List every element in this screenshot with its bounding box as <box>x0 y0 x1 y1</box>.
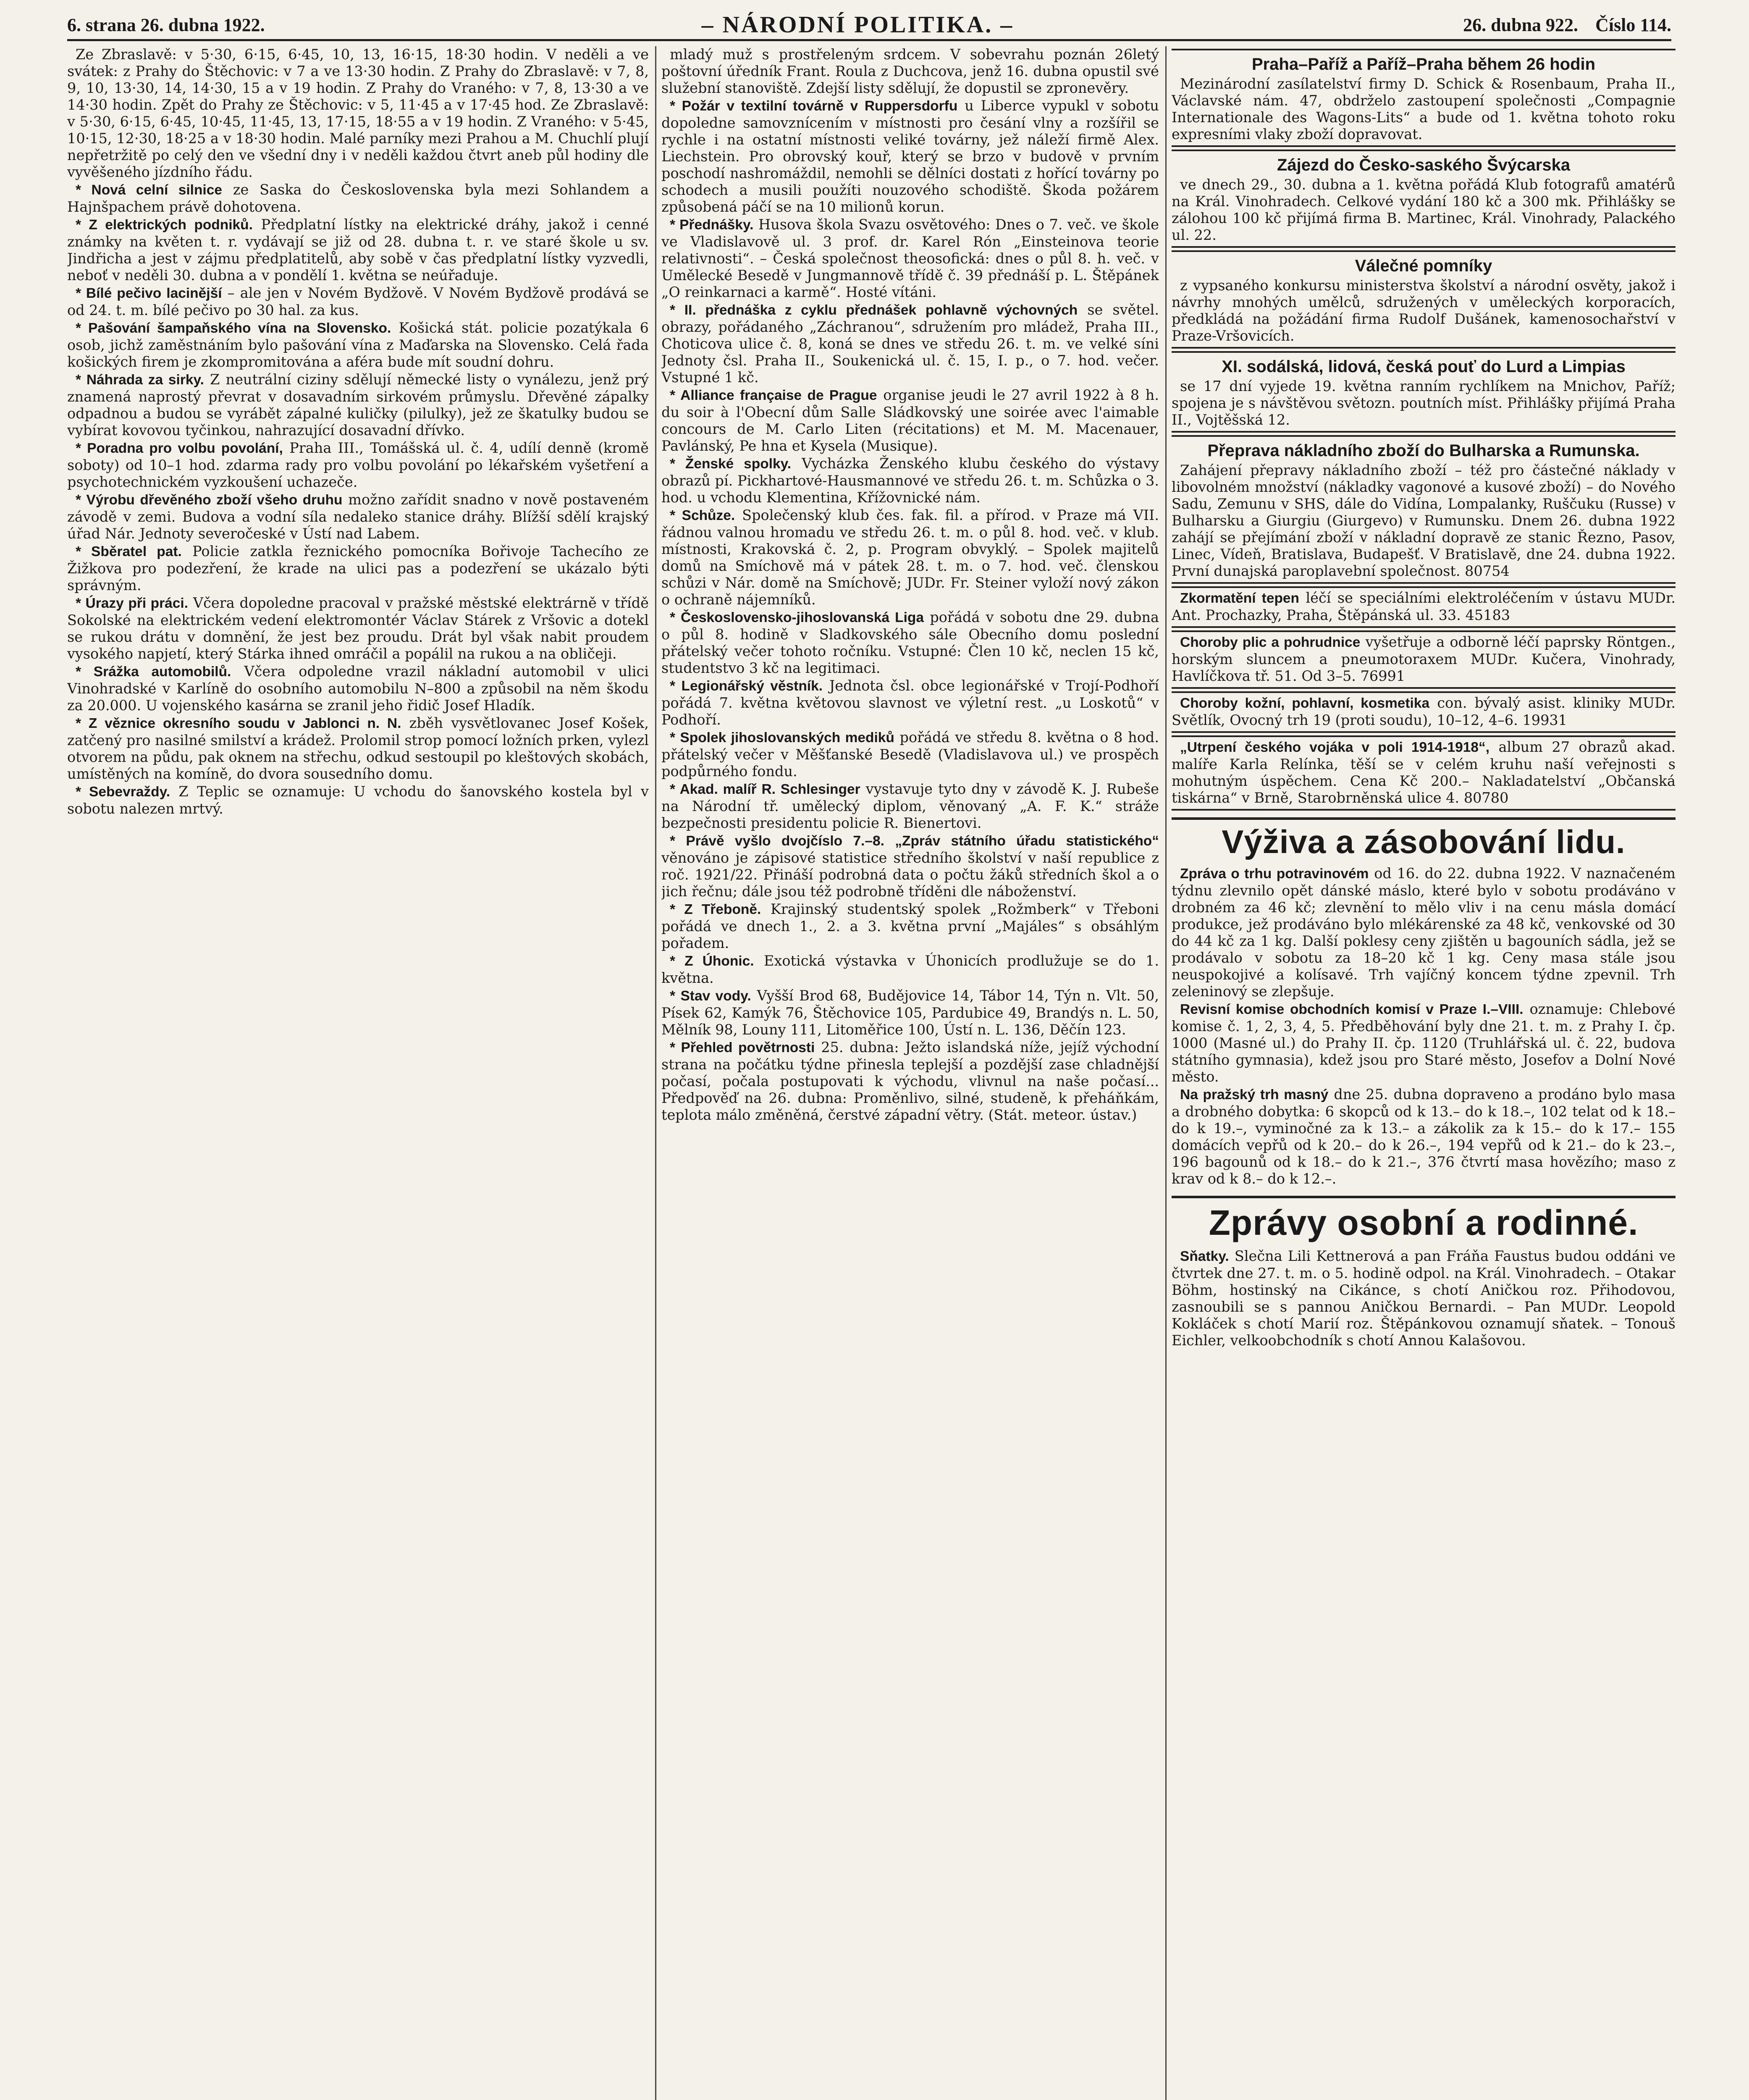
article-heading: * Úrazy při práci. <box>76 596 189 611</box>
article-heading: * Ženské spolky. <box>670 456 792 472</box>
article-heading: * Akad. malíř R. Schlesinger <box>670 782 860 797</box>
article-text: Jednota čsl. obce legionářské v Trojí-Podhoří pořádá 7. května květovou slavnost ve výletní rest. „u Loskotů“ v Podhoří. <box>661 677 1159 728</box>
article-text: dne 25. dubna dopraveno a prodáno bylo masa a drobného dobytka: 6 skopců od k 13.– do k 18.–, 102 telat od k 18.– do k 19.–, vyminočné za k 13.– a zákolik za k 15.– do k 17.– 155 domácích vepřů od k 20.– do k 26.–, 194 vepřů od k 21.– do k 23.–, 196 bagounů od k 18.– do k 21.–, 376 čtvrtí masa hovězího; maso z krav od k 8.– do k 12.–. <box>1172 1086 1676 1187</box>
article <box>661 677 1159 728</box>
ad-text <box>1172 634 1676 685</box>
column-1 <box>67 46 649 2100</box>
article <box>661 97 1159 215</box>
advertisement <box>1172 630 1676 689</box>
article-heading: * Nová celní silnice <box>76 182 223 198</box>
article-heading: * Přednášky. <box>670 217 754 233</box>
article-text: u Liberce vypukl v sobotu dopoledne samovznícením v místnosti pro česání vlny a rozšířil se rychle i na ostatní místnosti veliké továrny, jež náleží firmě Alex. Liechstein. Pro obrovský kouř, který se brzo v budově v prvním poschodí nashromáždil, nemohli se dělníci dostati z hořící továrny po schodech a musili použíti nouzového schodiště. Škoda požárem způsobená páčí se na 10 milionů korun. <box>661 97 1159 215</box>
article-text: Společenský klub čes. fak. fil. a přírod. v Praze má VII. řádnou valnou hromadu ve středu 26. t. m. o půl 8. hod. več. v klub. místnosti, Krakovská č. 2, p. Program obvyklý. – Spolek majitelů domů na Smíchově má v pátek 28. t. m. o 7. hod. več. členskou schůzi v Nár. domě na Smíchově; JUDr. Fr. Steiner vyloží nový zákon o ochraně nájemníků. <box>661 507 1159 608</box>
article-text: organise jeudi le 27 avril 1922 à 8 h. du soir à l'Obecní dům Salle Sládkovský une soirée avec l'aimable concours de M. Carlo Liten (récitations) et M. M. Macenauer, Pavlánský, Pe hna et Kysela (Musique). <box>661 387 1159 454</box>
article-heading: Zpráva o trhu potravinovém <box>1180 866 1369 882</box>
ad-text: Zahájení přepravy nákladního zboží – též pro částečné náklady v libovolném množství (nákladky vagonové a kusové zboží) – do Nového Sadu, Zemunu v SHS, dále do Vidína, Lompalanky, Ruščuku (Russe) v Bulharsku a Giurgiu (Giurgevo) v Rumunsku. Dnem 26. dubna 1922 zahájí se přejímání zboží v nákladní dopravě ze stanic Řezno, Pasov, Linec, Vídeň, Bratislava, Budapešť. V Bratislavě, dne 24. dubna 1922. První dunajská paroplavební společnost. 80754 <box>1172 462 1676 579</box>
ad-body: léčí se speciálními elektroléčením v ústavu MUDr. Ant. Prochazky, Praha, Štěpánská ul. 33. 45183 <box>1172 590 1676 623</box>
article-heading: * Výrobu dřevěného zboží všeho druhu <box>76 492 343 508</box>
article <box>1172 1001 1676 1085</box>
advertisement <box>1172 735 1676 811</box>
article-heading: * Přehled povětrnosti <box>670 1040 815 1055</box>
article <box>661 729 1159 780</box>
article <box>67 543 649 594</box>
article-text: 25. dubna: Ježto islandská níže, jejíž východní strana na počátku týdne přinesla teplejší a pozdější zase chladnější počasí, počala postupovati k východu, vlivnul na naše počasí... Předpověď na 26. dubna: Proměnlivo, silné, studeně, k přeháňkám, teplota málo změněná, čerstvé západní větry. (Stát. meteor. ústav.) <box>661 1039 1159 1123</box>
article-heading: * Z Třeboně. <box>670 902 761 917</box>
article <box>1172 1248 1676 1349</box>
article-text: možno zařídit snadno v nově postaveném závodě v zemi. Budova a vodní síla nedaleko stanice dráhy. Blížší sdělí krajský úřad Nár. Jednoty severočeské v Ústí nad Labem. <box>67 491 649 542</box>
ad-body: con. bývalý asist. kliniky MUDr. Světlík, Ovocný trh 19 (proti soudu), 10–12, 4–6. 19931 <box>1172 695 1676 728</box>
article-heading: * Náhrada za sirky. <box>76 372 204 388</box>
header-date: 26. dubna 922. <box>1463 14 1579 35</box>
article-heading: * Právě vyšlo dvojčíslo 7.–8. „Zpráv státního úřadu statistického“ <box>670 833 1159 849</box>
article-text: Předplatní lístky na elektrické dráhy, jakož i cenné známky na květen t. r. vydávají se již od 28. dubna t. r. ve staré škole u sv. Jindřicha a jest v zájmu předplatitelů, aby sobě v čas předplatní lístky vyzvedli, neboť v neděli 30. dubna a v pondělí 1. května se neúřaduje. <box>67 216 649 284</box>
article-text: věnováno je zápisové statistice středního školství v naší republice z roč. 1921/22. Přináší podrobná data o počtu žáků středních škol a o jich řečnu; dále jsou též podrobně tříděni dle náboženství. <box>661 850 1159 900</box>
article-text: Exotická výstavka v Úhonicích prodlužuje se do 1. května. <box>661 953 1159 986</box>
article-text: Včera dopoledne pracoval v pražské městské elektrárně v třídě Sokolské na elektrickém vedení elektromontér Václav Stárek z Vršovic a dotekl se rukou drátu v domnění, že jest bez proudu. Drát byl však nabit proudem vysokého napjetí, který Stárka ihned omráčil a popálil na rukou a na obličeji. <box>67 595 649 662</box>
masthead-title: – NÁRODNÍ POLITIKA. – <box>701 12 1014 38</box>
article <box>67 371 649 439</box>
article <box>67 440 649 491</box>
article <box>661 387 1159 454</box>
article <box>661 302 1159 386</box>
article <box>661 953 1159 987</box>
article <box>661 455 1159 506</box>
article-text: Z Teplic se oznamuje: U vchodu do šanovského kostela byl v sobotu nalezen mrtvý. <box>67 783 649 817</box>
ad-heading: Choroby kožní, pohlavní, kosmetika <box>1180 696 1430 711</box>
article <box>67 320 649 370</box>
ad-heading: Zájezd do Česko-saského Švýcarska <box>1277 156 1571 174</box>
article <box>1172 865 1676 1000</box>
article-heading: * II. přednáška z cyklu přednášek pohlavně výchovných <box>670 302 1078 318</box>
advertisement <box>1172 150 1676 248</box>
article <box>661 1039 1159 1124</box>
article-text: pořádá v sobotu dne 29. dubna o půl 8. hodině v Sladkovského sále Obecního domu poslední přátelský večer tohoto ročníku. Vstupné: Člen 10 kč, neclen 15 kč, studentstvo 3 kč na legitimaci. <box>661 609 1159 676</box>
ad-heading: Válečné pomníky <box>1355 257 1492 275</box>
section-heading-personal: Zprávy osobní a rodinné. <box>1172 1196 1676 1244</box>
column-2 <box>661 46 1159 2100</box>
article <box>67 285 649 319</box>
article-heading: * Požár v textilní továrně v Ruppersdorfu <box>670 98 958 114</box>
article <box>661 987 1159 1038</box>
article <box>67 783 649 817</box>
article <box>67 715 649 782</box>
article-text: Vycházka Ženského klubu českého do výstavy obrazů pí. Pickhartové-Hausmannové ve středu 26. t. m. Schůzka o 3. hod. u vchodu Klementina, Křížovnické nám. <box>661 455 1159 506</box>
article <box>661 216 1159 301</box>
header-issue <box>1450 14 1671 36</box>
article-text: Praha III., Tomášská ul. č. 4, udílí denně (kromě soboty) od 10–1 hod. zdarma rady pro volbu povolání po lékařském vyšetření a psychotechnickém vyzkoušení uchazeče. <box>67 440 649 490</box>
ad-heading: Choroby plic a pohrudnice <box>1180 635 1361 650</box>
article-text: Husova škola Svazu osvětového: Dnes o 7. več. ve škole ve Vladislavově ul. 3 prof. dr. Karel Rón „Einsteinova teorie relativnosti“. – Česká společnost theosofická: dnes o půl 8. h. več. v Umělecké Besedě v Jungmannově třídě č. 39 přednáší p. L. Štěpánek „O reinkarnaci a karmě“. Hosté vítáni. <box>661 216 1159 300</box>
article-heading: * Sběratel pat. <box>76 544 182 559</box>
ad-text <box>1172 695 1676 729</box>
article-text: – ale jen v Novém Bydžově. V Novém Bydžově prodává se od 24. t. m. bílé pečivo po 30 hal. za kus. <box>67 285 649 318</box>
article-heading: * Legionářský věstník. <box>670 678 823 694</box>
article-paragraph: mladý muž s prostřeleným srdcem. V sobevrahu poznán 26letý poštovní úředník Frant. Roula z Duchcova, jenž 16. dubna opustil své služební stanoviště. Zdejší listy sdělují, že dopustil se zpronevěry. <box>661 46 1159 96</box>
article <box>661 832 1159 900</box>
ad-heading: Praha–Paříž a Paříž–Praha během 26 hodin <box>1251 55 1596 74</box>
ad-body: vyšetřuje a odborně léčí paprsky Röntgen., horským sluncem a pneumotoraxem MUDr. Kučera, Vinohrady, Havlíčkova tř. 51. Od 3–5. 76991 <box>1172 634 1676 684</box>
ad-heading: Přeprava nákladního zboží do Bulharska a Rumunska. <box>1207 441 1640 460</box>
advertisement <box>1172 586 1676 628</box>
ad-text: se 17 dní vyjede 19. května ranním rychlíkem na Mnichov, Paříž; spojena je s návštěvou světozn. poutních míst. Přihlášky přijímá Praha II., Vojtěšská 12. <box>1172 378 1676 428</box>
article <box>661 781 1159 832</box>
article-text: vystavuje tyto dny v závodě K. J. Rubeše na Národní tř. umělecký diplom, věnovaný „A. F. K.“ stráže bezpečnosti presidentu policie R. Bienertovi. <box>661 781 1159 831</box>
article-heading: * Sebevraždy. <box>76 784 170 800</box>
article-text: Včera odpoledne vrazil nákladní automobil v ulici Vinohradské v Karlíně do osobního automobilu N–800 a způsobil na něm škodu za 20.000. U vojenského kasárna se zranil jeho řidič Josef Hladík. <box>67 663 649 714</box>
article-text: Košická stát. policie pozatýkala 6 osob, jichž zaměstnáním bylo pašování vína z Maďarska na Slovensko. Celá řada košických firem je zkompromitována a aféra bude mít soudní dohru. <box>67 320 649 370</box>
article <box>67 216 649 284</box>
article-text: oznamuje: Chlebové komise č. 1, 2, 3, 4, 5. Předběhování byly dne 21. t. m. z Prahy I. čp. 1000 (Masné ul.) do Prahy II. čp. 1120 (Truhlářská ul. č. 22, budova státního gymnasia), kdež jsou pro Staré město, Josefov a Dolní Nové město. <box>1172 1001 1676 1085</box>
advertisement <box>1172 49 1676 147</box>
article-text: ze Saska do Československa byla mezi Sohlandem a Hajnšpachem právě dohotovena. <box>67 181 649 215</box>
article <box>1172 1086 1676 1187</box>
column-rule <box>655 46 656 2100</box>
article-heading: * Schůze. <box>670 508 735 523</box>
article <box>67 491 649 542</box>
article <box>67 595 649 662</box>
article-heading: * Z věznice okresního soudu v Jablonci n. N. <box>76 716 401 731</box>
section-heading-food: Výživa a zásobování lidu. <box>1172 817 1676 861</box>
article-heading: * Bílé pečivo lacinější <box>76 286 222 301</box>
article-text: Krajinský studentský spolek „Rožmberk“ v Třeboni pořádá ve dnech 1., 2. a 3. května první „Majáles“ s obsáhlým pořadem. <box>661 901 1159 951</box>
ad-text <box>1172 739 1676 806</box>
article-text: pořádá ve středu 8. května o 8 hod. přátelský večer v Měšťanské Besedě (Vladislavova ul.) ve prospěch podpůrného fondu. <box>661 729 1159 780</box>
ad-text: Mezinárodní zasílatelství firmy D. Schick & Rosenbaum, Praha II., Václavské nám. 47, obdrželo zastoupení společnosti „Compagnie Internationale des Wagons-Lits“ a bude od 1. května tohoto roku expresními vlaky zboží dopravovat. <box>1172 76 1676 142</box>
article-text: od 16. do 22. dubna 1922. V naznačeném týdnu zlevnilo opět dánské máslo, které bylo v sobotu prodáváno v drobném za 46 kč; zlevnění to mělo vliv i na cenu másla domácí produkce, jež prodáváno bylo mlékárenské za 48 kč, venkovské od 30 do 44 kč za 1 kg. Další poklesy ceny zjištěn u bagouních sádla, jež se prodávalo v sobotu za 18–20 kč 1 kg. Ceny masa stále jsou neuspokojivé a kolísavé. Trh vajíčný koncem týdne zpevnil. Trh zeleninový se zlepšuje. <box>1172 865 1676 1000</box>
header-page-date: 6. strana 26. dubna 1922. <box>67 14 265 35</box>
article-text: se světel. obrazy, pořádaného „Záchranou“, sdružením pro mládež, Praha III., Choticova ulice č. 8, koná se dnes ve středu 26. t. m. ve velké síni Jednoty čsl. Praha II., Soukenická ul. č. 15, I. p., o 7. hod. večer. Vstupné 1 kč. <box>661 302 1159 386</box>
article-text: Vyšší Brod 68, Budějovice 14, Tábor 14, Týn n. Vlt. 50, Písek 62, Kamýk 76, Štěchovice 105, Pardubice 49, Brandýs n. L. 50, Mělník 98, Louny 111, Litoměřice 100, Ústí n. L. 136, Děčín 123. <box>661 987 1159 1038</box>
ad-text <box>1172 590 1676 624</box>
advertisement <box>1172 351 1676 433</box>
column-rule <box>1165 46 1167 2100</box>
article-paragraph: Ze Zbraslavě: v 5·30, 6·15, 6·45, 10, 13, 16·15, 18·30 hodin. V neděli a ve svátek: z Prahy do Štěchovic: v 7 a ve 13·30 hodin. Z Prahy do Zbraslavě: v 7, 8, 9, 10, 13·30, 14, 14·30, 15 a v 19 hodin. Z Prahy do Vraného: v 7, 8, 13·30 a ve 14·30 hodin. Zpět do Prahy ze Štěchovic: v 5, 11·45 a v 17·45 hod. Ze Zbraslavě: v 5·30, 6·15, 6·45, 10·45, 11·45, 13, 17·15, 18·55 a v 19 hodin. Z Vraného: v 5·45, 10·15, 12·30, 18·25 a v 18·30 hodin. Malé parníky mezi Prahou a M. Chuchlí plují nepřetržitě po celý den ve všední dny i v neděli každou čtvrt aneb půl hodiny dle vyvěšeného jízdního řádu. <box>67 46 649 180</box>
article <box>661 507 1159 608</box>
article-heading: * Československo-jihoslovanská Liga <box>670 610 924 625</box>
article-heading: * Pašování šampaňského vína na Slovensko. <box>76 320 391 336</box>
advertisement <box>1172 435 1676 584</box>
header-number: Číslo 114. <box>1595 14 1671 35</box>
article-heading: Sňatky. <box>1180 1249 1229 1264</box>
advertisement <box>1172 691 1676 733</box>
article-heading: * Srážka automobilů. <box>76 664 231 680</box>
article <box>661 901 1159 952</box>
ad-heading: XI. sodálská, lidová, česká pouť do Lurd a Limpias <box>1222 357 1626 376</box>
article-heading: * Spolek jihoslovanských mediků <box>670 730 894 746</box>
article-text: Policie zatkla řeznického pomocníka Bořivoje Tachecího ze Žižkova pro podezření, že krade na ulici pas a podezření se ukázalo býti správným. <box>67 543 649 593</box>
article-text: Z neutrální ciziny sdělují německé listy o vynálezu, jenž prý znamená naprostý převrat v dosavadním sirkovém průmyslu. Dřevěné zápalky odpadnou a budou se vyrábět zápalné kuličky (pilulky), jež ze škatulky budou se vybírat kovovou tyčinkou, nahrazující dosavadní dřívko. <box>67 371 649 438</box>
ad-body: album 27 obrazů akad. malíře Karla Relínka, těší se v celém kruhu naší veřejnosti s mohutným úspěchem. Cena Kč 200.– Nakladatelství „Občanská tiskárna“ v Brně, Starobrněnská ulice 4. 80780 <box>1172 739 1676 806</box>
article-heading: * Z Úhonic. <box>670 953 754 969</box>
article <box>67 663 649 714</box>
article <box>661 609 1159 677</box>
ad-heading: „Utrpení českého vojáka v poli 1914-1918“, <box>1180 740 1490 755</box>
article-text: Slečna Lili Kettnerová a pan Fráňa Faustus budou oddáni ve čtvrtek dne 27. t. m. o 5. hodině odpol. na Král. Vinohradech. – Otakar Böhm, hostinský na Cikánce, s chotí Aničkou roz. Přihodovou, zasnoubili se s pannou Aničkou Bernardi. – Pan MUDr. Leopold Kokláček s chotí Marií roz. Štěpánkovou oznamují sňatek. – Tonouš Eichler, velkoobchodník s chotí Annou Kalašovou. <box>1172 1248 1676 1349</box>
ad-text: ve dnech 29., 30. dubna a 1. května pořádá Klub fotografů amatérů na Král. Vinohradech. Celkové vydání 180 kč a 300 mk. Přihlášky se zálohou 100 kč přijímá firma B. Martinec, Král. Vinohrady, Palackého ul. 22. <box>1172 176 1676 243</box>
article <box>67 181 649 215</box>
page-header <box>67 10 1671 41</box>
article-text: zběh vysvětlovanec Josef Košek, zatčený pro nasilné smilství a krádež. Prolomil strop pomocí ložních prken, vylezl otvorem na půdu, pak oknem na střechu, odkud sestoupil po kleštových skobách, umístěných na komíně, do dvora sousedního domu. <box>67 715 649 782</box>
article-heading: * Alliance française de Prague <box>670 388 877 403</box>
article-heading: Na pražský trh masný <box>1180 1087 1329 1102</box>
article-heading: * Stav vody. <box>670 988 751 1004</box>
ad-heading: Zkormatění tepen <box>1180 591 1300 606</box>
column-3 <box>1172 46 1676 2100</box>
article-heading: Revisní komise obchodních komisí v Praze I.–VIII. <box>1180 1002 1523 1017</box>
article-heading: * Poradna pro volbu povolání, <box>76 441 283 456</box>
ad-text: z vypsaného konkursu ministerstva školství a národní osvěty, jakož i návrhy mnohých umělců, sdružených v uměleckých korporacích, předkládá na požádání firma Rudolf Dušánek, kamenosochařství v Praze-Vršovicích. <box>1172 277 1676 344</box>
advertisement <box>1172 250 1676 349</box>
article-heading: * Z elektrických podniků. <box>76 217 253 233</box>
